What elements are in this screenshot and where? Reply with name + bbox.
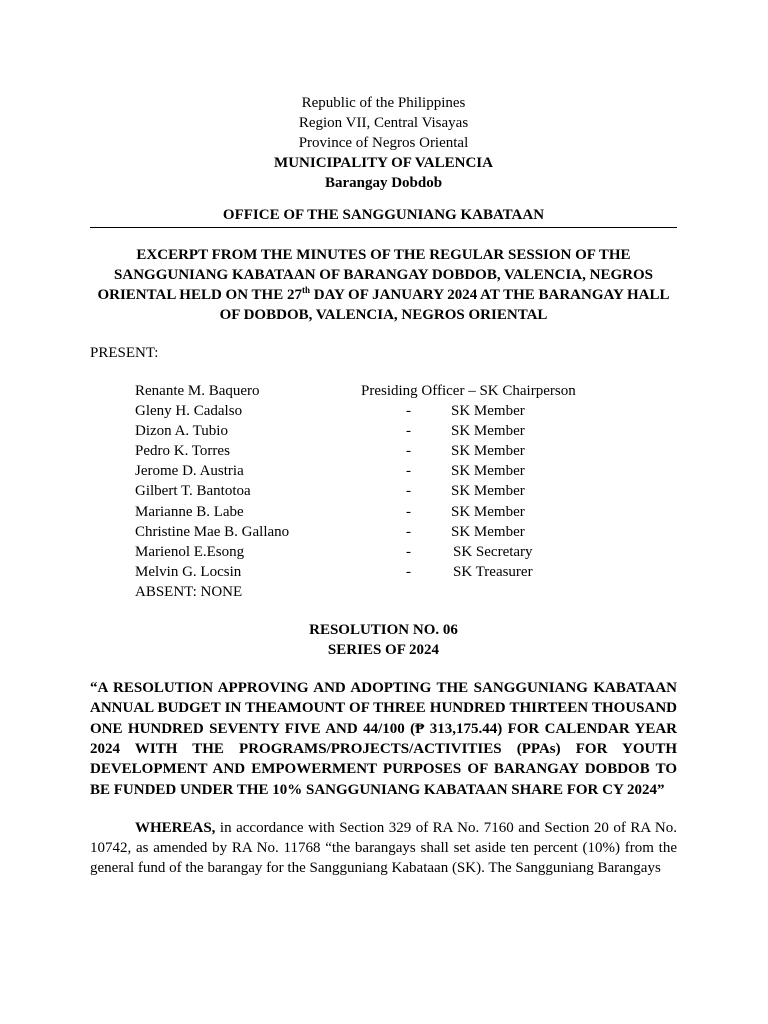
member-role: SK Member bbox=[451, 483, 525, 500]
member-row bbox=[135, 441, 677, 461]
member-row bbox=[135, 381, 677, 401]
member-name: Pedro K. Torres bbox=[135, 443, 230, 460]
excerpt-superscript: th bbox=[301, 285, 310, 295]
member-name: Renante M. Baquero bbox=[135, 383, 260, 399]
member-name: Gleny H. Cadalso bbox=[135, 403, 243, 420]
header-republic: Republic of the Philippines bbox=[301, 95, 466, 111]
member-dash: - bbox=[406, 403, 411, 420]
member-dash: - bbox=[406, 463, 411, 480]
office-title: OFFICE OF THE SANGGUNIANG KABATAAN bbox=[90, 205, 677, 228]
member-dash: - bbox=[406, 543, 411, 560]
member-dash: - bbox=[406, 523, 411, 540]
excerpt-heading bbox=[90, 245, 677, 325]
whereas-paragraph bbox=[90, 818, 677, 878]
header-barangay: Barangay Dobdob bbox=[324, 175, 443, 191]
member-name: Jerome D. Austria bbox=[135, 463, 244, 480]
member-row bbox=[135, 401, 677, 421]
header-municipality: MUNICIPALITY OF VALENCIA bbox=[274, 155, 493, 171]
member-name: Christine Mae B. Gallano bbox=[135, 523, 290, 540]
present-label: PRESENT: bbox=[90, 345, 159, 361]
member-dash: - bbox=[406, 563, 411, 580]
member-row bbox=[135, 461, 677, 481]
member-role: SK Member bbox=[451, 523, 525, 540]
member-name: Gilbert T. Bantotoa bbox=[135, 483, 251, 500]
member-row bbox=[135, 542, 677, 562]
member-row bbox=[135, 481, 677, 501]
member-name: Marienol E.Esong bbox=[135, 543, 245, 560]
member-role: SK Treasurer bbox=[453, 563, 533, 580]
member-name: Dizon A. Tubio bbox=[135, 423, 228, 440]
member-dash: - bbox=[406, 503, 411, 520]
member-role: SK Member bbox=[451, 443, 525, 460]
member-role: SK Member bbox=[451, 463, 525, 480]
resolution-series: SERIES OF 2024 bbox=[327, 642, 440, 659]
excerpt-text-1: EXCERPT FROM THE MINUTES OF THE REGULAR SESSION OF THE SANGGUNIANG KABATAAN OF BARANGAY DOBDOB, VALENCIA, NEGROS ORIENTAL HELD ON THE 27 bbox=[97, 247, 653, 303]
member-dash: - bbox=[406, 443, 411, 460]
member-name: Marianne B. Labe bbox=[135, 503, 244, 520]
resolution-number: RESOLUTION NO. 06 bbox=[309, 622, 458, 639]
header-region: Region VII, Central Visayas bbox=[298, 115, 469, 131]
member-role: SK Member bbox=[451, 403, 525, 420]
document-page bbox=[90, 93, 677, 878]
whereas-text: in accordance with Section 329 of RA No. 7160 and Section 20 of RA No. 10742, as amended by RA No. 11768 “the barangays shall set aside ten percent (10%) from the general fund of the barangay for the Sangguniang Kabataan (SK). The Sangguniang Barangays bbox=[90, 819, 677, 876]
members-list bbox=[135, 381, 677, 602]
resolution-title: “A RESOLUTION APPROVING AND ADOPTING THE SANGGUNIANG KABATAAN ANNUAL BUDGET IN THEAMOUNT OF THREE HUNDRED THIRTEEN THOUSAND ONE HUNDRED SEVENTY FIVE AND 44/100 (₱ 313,175.44) FOR CALENDAR YEAR 2024 WITH THE PROGRAMS/PROJECTS/ACTIVITIES (PPAs) FOR YOUTH DEVELOPMENT AND EMPOWERMENT PURPOSES OF BARANGAY DOBDOB TO BE FUNDED UNDER THE 10% SANGGUNIANG KABATAAN SHARE FOR CY 2024” bbox=[90, 680, 677, 798]
excerpt-text-2: DAY OF JANUARY 2024 AT THE BARANGAY HALL OF DOBDOB, VALENCIA, NEGROS ORIENTAL bbox=[219, 287, 670, 323]
member-row bbox=[135, 421, 677, 441]
member-dash: - bbox=[406, 423, 411, 440]
member-row bbox=[135, 522, 677, 542]
member-name: Melvin G. Locsin bbox=[135, 563, 242, 580]
member-role: Presiding Officer – SK Chairperson bbox=[361, 383, 576, 399]
member-dash: - bbox=[406, 483, 411, 500]
member-row bbox=[135, 502, 677, 522]
absent-row bbox=[135, 582, 677, 602]
member-role: SK Member bbox=[451, 423, 525, 440]
member-role: SK Member bbox=[451, 503, 525, 520]
member-role: SK Secretary bbox=[453, 543, 533, 560]
member-row bbox=[135, 562, 677, 582]
whereas-lead: WHEREAS, bbox=[135, 819, 216, 836]
header-province: Province of Negros Oriental bbox=[298, 135, 469, 151]
absent-label: ABSENT: NONE bbox=[135, 583, 243, 600]
